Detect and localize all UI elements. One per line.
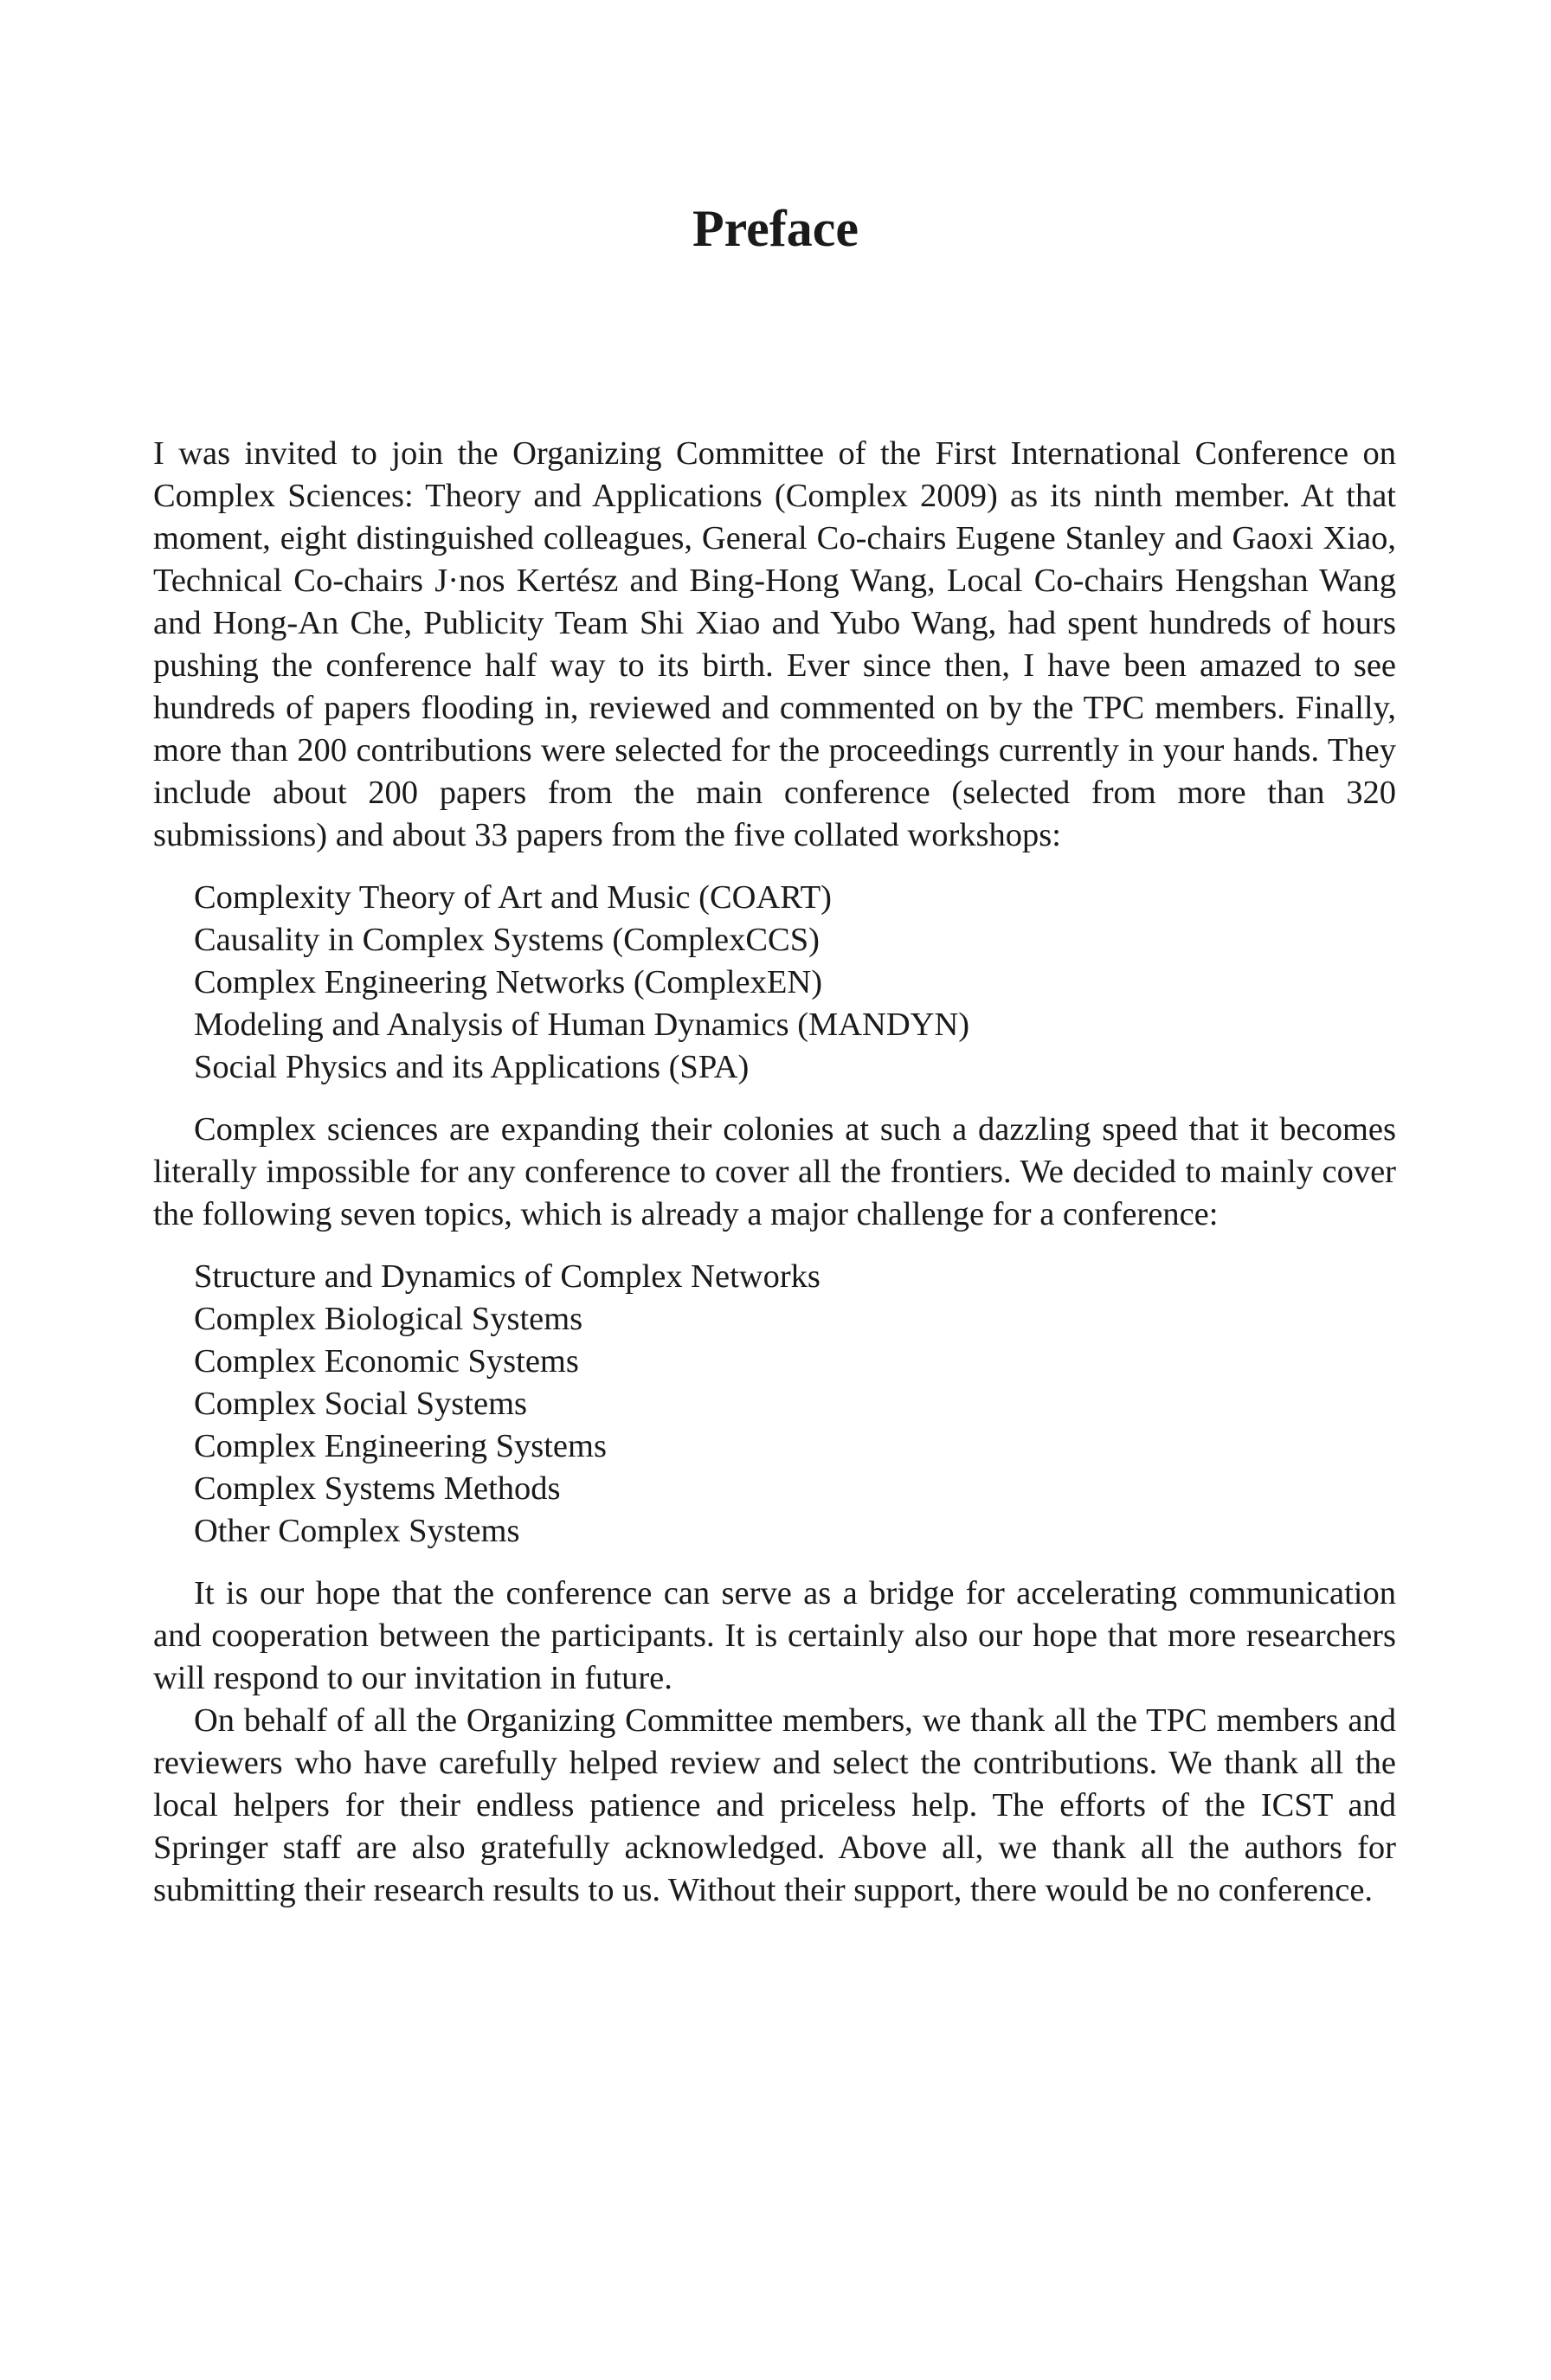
- page-title: Preface: [692, 200, 859, 257]
- list-item: Social Physics and its Applications (SPA): [194, 1049, 750, 1085]
- list-item: Complex Social Systems: [194, 1386, 527, 1422]
- list-item: Structure and Dynamics of Complex Networks: [194, 1258, 821, 1295]
- list-item: Modeling and Analysis of Human Dynamics (MANDYN): [194, 1007, 970, 1043]
- thanks-paragraph: On behalf of all the Organizing Committee members, we thank all the TPC members and reviewers who have carefully helped review and select the contributions. We thank all the local helpers for their endless patience and priceless help. The efforts of the ICST and Springer staff are also gratefully acknowledged. Above all, we thank all the authors for submitting their research results to us. Without their support, there would be no conference.: [153, 1702, 1396, 1908]
- topic-list: [153, 1256, 1396, 1553]
- intro-paragraph: I was invited to join the Organizing Committee of the First International Conference on Complex Sciences: Theory and Applications (Complex 2009) as its ninth member. At that moment, eight distinguished colleagues, General Co-chairs Eugene Stanley and Gaoxi Xiao, Technical Co-chairs J·nos Kertész and Bing-Hong Wang, Local Co-chairs Hengshan Wang and Hong-An Che, Publicity Team Shi Xiao and Yubo Wang, had spent hundreds of hours pushing the conference half way to its birth. Ever since then, I have been amazed to see hundreds of papers flooding in, reviewed and commented on by the TPC members. Finally, more than 200 contributions were selected for the proceedings currently in your hands. They include about 200 papers from the main conference (selected from more than 320 submissions) and about 33 papers from the five collated workshops:: [153, 435, 1396, 853]
- list-item: Causality in Complex Systems (ComplexCCS): [194, 922, 820, 958]
- workshop-list: [153, 877, 1396, 1089]
- list-item: Complexity Theory of Art and Music (COART): [194, 879, 832, 916]
- hope-paragraph: It is our hope that the conference can serve as a bridge for accelerating communication and cooperation between the participants. It is certainly also our hope that more researchers will respond to our invitation in future.: [153, 1575, 1396, 1696]
- list-item: Complex Systems Methods: [194, 1470, 561, 1507]
- list-item: Complex Engineering Systems: [194, 1428, 607, 1464]
- list-item: Complex Economic Systems: [194, 1343, 579, 1380]
- preface-body: [153, 433, 1396, 1912]
- list-item: Complex Biological Systems: [194, 1301, 583, 1337]
- list-item: Other Complex Systems: [194, 1513, 520, 1549]
- topics-paragraph: Complex sciences are expanding their colonies at such a dazzling speed that it becomes literally impossible for any conference to cover all the frontiers. We decided to mainly cover the following seven topics, which is already a major challenge for a conference:: [153, 1111, 1396, 1232]
- list-item: Complex Engineering Networks (ComplexEN): [194, 964, 823, 1000]
